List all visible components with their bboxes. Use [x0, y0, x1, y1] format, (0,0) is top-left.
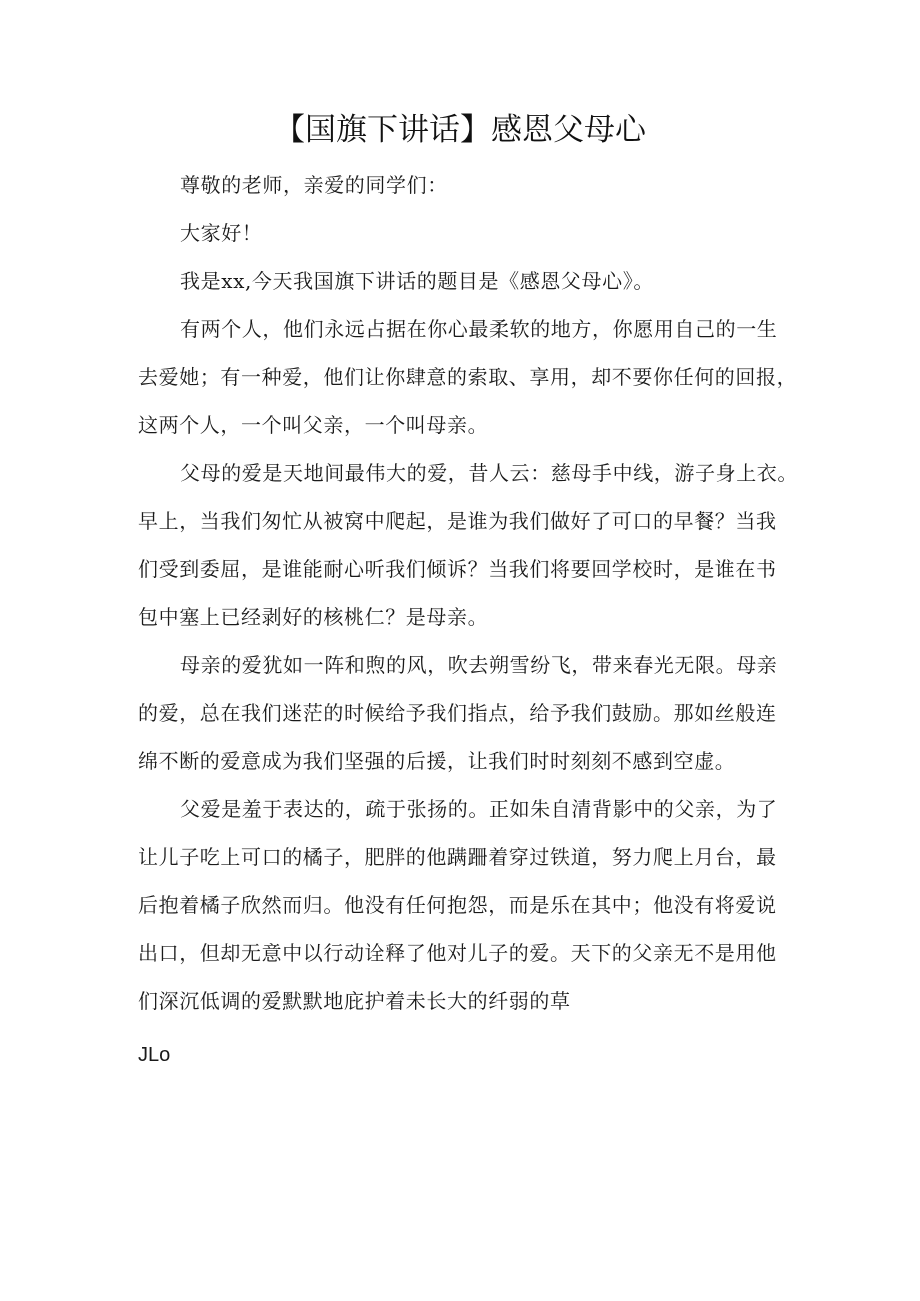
paragraph-2-line: 早上，当我们匆忙从被窝中爬起，是谁为我们做好了可口的早餐？当我 [138, 509, 777, 533]
paragraph-4-line: 出口，但却无意中以行动诠释了他对儿子的爱。天下的父亲无不是用他 [138, 941, 777, 965]
paragraph-3-line: 母亲的爱犹如一阵和煦的风，吹去朔雪纷飞，带来春光无限。母亲 [180, 653, 778, 677]
paragraph-3-line: 的爱，总在我们迷茫的时候给予我们指点，给予我们鼓励。那如丝般连 [138, 701, 777, 725]
paragraph-2-line: 父母的爱是天地间最伟大的爱，昔人云：慈母手中线，游子身上衣。 [180, 461, 798, 485]
paragraph-4-line: 让儿子吃上可口的橘子，肥胖的他蹒跚着穿过铁道，努力爬上月台，最 [138, 845, 777, 869]
page-title: 【国旗下讲话】感恩父母心 [274, 112, 646, 148]
paragraph-1-line: 有两个人，他们永远占据在你心最柔软的地方，你愿用自己的一生 [180, 317, 778, 341]
intro-line: 我是xx,今天我国旗下讲话的题目是《感恩父母心》。 [180, 269, 654, 293]
paragraph-4-line: 们深沉低调的爱默默地庇护着未长大的纤弱的草 [138, 989, 571, 1013]
paragraph-1-line: 去爱她；有一种爱，他们让你肆意的索取、享用，却不要你任何的回报， [138, 365, 798, 389]
greeting-line: 尊敬的老师，亲爱的同学们： [180, 173, 448, 197]
paragraph-4-line: 父爱是羞于表达的，疏于张扬的。正如朱自清背影中的父亲，为了 [180, 797, 778, 821]
hello-line: 大家好！ [180, 221, 263, 245]
paragraph-2-line: 们受到委屈，是谁能耐心听我们倾诉？当我们将要回学校时，是谁在书 [138, 557, 777, 581]
signature-text: JLo [138, 1044, 171, 1066]
paragraph-2-line: 包中塞上已经剥好的核桃仁？是母亲。 [138, 605, 489, 629]
paragraph-4-line: 后抱着橘子欣然而归。他没有任何抱怨，而是乐在其中；他没有将爱说 [138, 893, 777, 917]
paragraph-1-line: 这两个人，一个叫父亲，一个叫母亲。 [138, 413, 489, 437]
paragraph-3-line: 绵不断的爱意成为我们坚强的后援，让我们时时刻刻不感到空虚。 [138, 749, 736, 773]
